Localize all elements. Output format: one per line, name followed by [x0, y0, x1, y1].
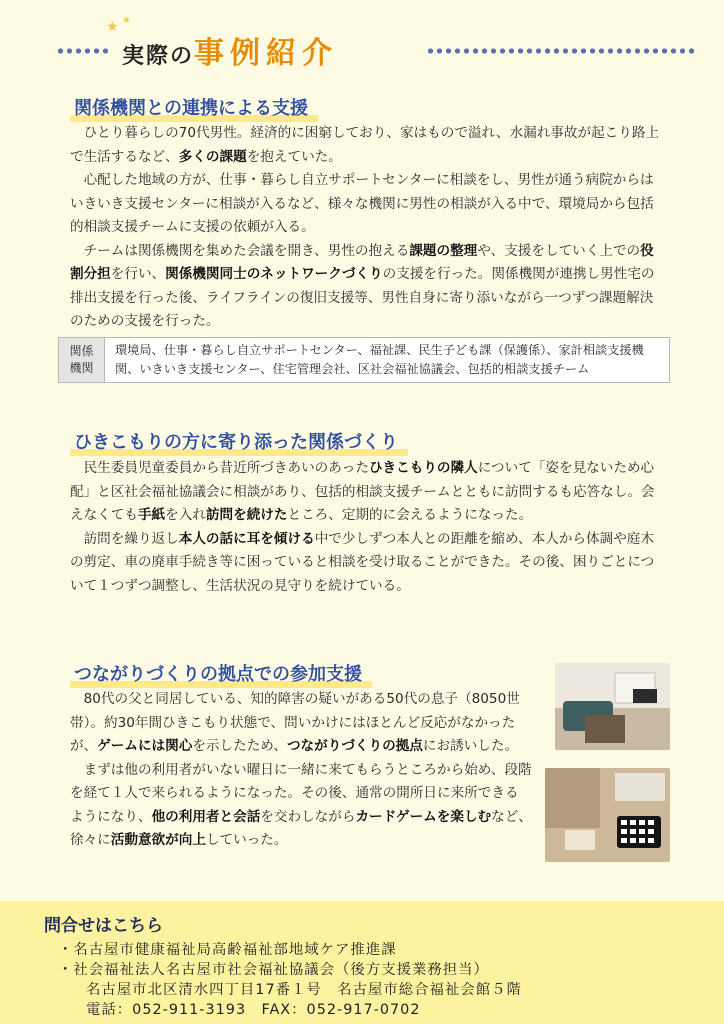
contact-line-2: ・社会福祉法人名古屋市社会福祉協議会（後方支援業務担当） — [58, 962, 489, 978]
text: を入れ — [165, 507, 206, 523]
text: 80代の父と同居している、知的障害の疑いがある50代の息子（8050世帯）。約30年間ひきこもり状態で、問いかけにはほとんど反応がなかったが、 — [70, 691, 520, 754]
text: の支援を行った。関係機関が連携し男性宅の排出支援を行った後、ライフラインの復旧支援等、男性自身に寄り添いながら一つずつ課題解決のための支援を行った。 — [70, 266, 655, 329]
text: を抱えていた。 — [246, 148, 342, 165]
section1-paragraph — [70, 240, 660, 334]
bold-text: 手紙 — [137, 507, 166, 523]
page-title — [122, 28, 338, 72]
section1-paragraph: 心配した地域の方が、仕事・暮らし自立サポートセンターに相談をし、男性が通う病院からはいきいき支援センターに相談が入るなど、様々な機関に男性の相談が入る中で、環境局から包括的相談支援チームに支援の依頼が入る。 — [70, 172, 654, 235]
star-icon: ★ — [122, 15, 131, 26]
bold-text: 役割分担 — [70, 242, 654, 282]
bold-text: 関係機関同士のネットワークづくり — [165, 266, 383, 282]
related-organizations-text: 環境局、仕事・暮らし自立サポートセンター、福祉課、民生子ども課（保護係）、家計相談支援機関、いきいき支援センター、住宅管理会社、区社会福祉協議会、包括的相談支援チーム — [115, 343, 644, 376]
contact-title: 問合せはこちら — [44, 916, 163, 936]
section3-heading: つながりづくりの拠点での参加支援 — [56, 660, 372, 688]
bold-text: 他の利用者と会話 — [151, 808, 261, 825]
text: 民生委員児童委員から昔近所づきあいのあった — [83, 460, 369, 476]
section2-paragraph — [70, 457, 660, 528]
bold-text: ひきこもりの隣人 — [368, 460, 478, 476]
contact-phone: 電話：052-911-3193 FAX：052-917-0702 — [86, 1002, 421, 1018]
section1-heading: 関係機関との連携による支援 — [56, 94, 318, 122]
bold-text: ゲームには関心 — [97, 738, 193, 754]
dotted-line-left — [56, 48, 110, 54]
card-game-photo — [545, 768, 670, 862]
text: 訪問を繰り返し — [83, 530, 179, 547]
text: 中で少しずつ本人との距離を縮め、本人から体調や庭木の剪定、車の廃車手続き等に困っていると相談を受け取ることができた。その後、困りごとについて１つずつ調整し、生活状況の見守りを続けている。 — [70, 530, 655, 594]
bold-text: つながりづくりの拠点 — [286, 738, 423, 754]
section1-paragraph — [70, 122, 660, 169]
text: ひとり暮らしの70代男性。経済的に困窮しており、家はもので溢れ、水漏れ事故が起こり路上で生活するなど、 — [70, 125, 660, 165]
text: を交わしながら — [260, 808, 356, 825]
page-header — [56, 15, 696, 72]
section2-paragraph — [70, 528, 660, 599]
section3-paragraph — [70, 688, 532, 759]
contact-line-1: ・名古屋市健康福祉局高齢福祉部地域ケア推進課 — [58, 942, 397, 958]
text: を行い、 — [110, 266, 166, 282]
related-organizations-label: 関係 機関 — [59, 338, 105, 382]
text: や、支援をしていく上での — [477, 242, 641, 259]
title-part2: 事例紹介 — [194, 36, 339, 71]
room-photo — [555, 663, 670, 750]
section3-body — [70, 688, 532, 853]
contact-address: 名古屋市北区清水四丁目17番１号 名古屋市総合福祉会館５階 — [86, 982, 522, 998]
text: など、徐々に — [70, 808, 532, 848]
bold-text: 本人の話に耳を傾ける — [178, 530, 315, 547]
text: について「姿を見ないため心配」と区社会福祉協議会に相談があり、包括的相談支援チームとともに訪問するも応答なし。会えなくても — [70, 460, 655, 523]
bold-text: 課題の整理 — [409, 242, 478, 259]
text: を示したため、 — [192, 738, 287, 754]
bold-text: 多くの課題 — [178, 148, 247, 165]
section1-body — [70, 122, 660, 334]
text: していった。 — [205, 832, 288, 848]
star-icon: ★ — [106, 19, 119, 35]
dotted-line-right — [426, 48, 696, 54]
text: にお誘いした。 — [422, 738, 519, 754]
title-part1: 実際の — [122, 44, 195, 69]
section2-body — [70, 457, 660, 598]
section2-heading: ひきこもりの方に寄り添った関係づくり — [56, 428, 408, 456]
text: チームは関係機関を集めた会議を開き、男性の抱える — [83, 242, 410, 259]
bold-text: 訪問を続けた — [205, 507, 288, 523]
text: ところ、定期的に会えるようになった。 — [287, 507, 533, 523]
text: まずは他の利用者がいない曜日に一緒に来てもらうところから始め、段階を経て１人で来られるようになった。その後、通常の開所日に来所できるようになり、 — [70, 761, 532, 825]
bold-text: カードゲームを楽しむ — [355, 808, 492, 825]
related-organizations-box — [58, 337, 670, 383]
section3-paragraph — [70, 759, 532, 853]
bold-text: 活動意欲が向上 — [110, 832, 206, 848]
